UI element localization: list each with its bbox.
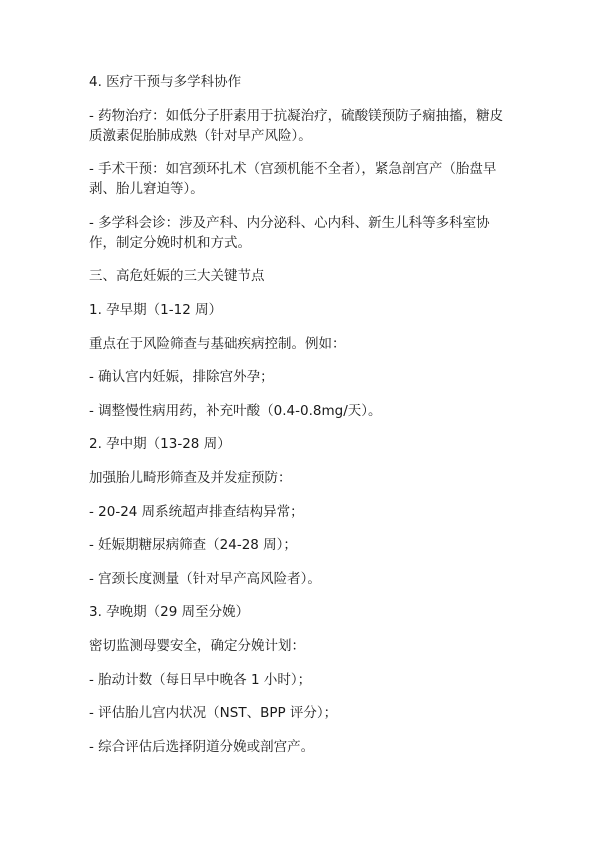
stage-heading-late: 3. 孕晚期（29 周至分娩）: [89, 604, 250, 621]
list-item: - 宫颈长度测量（针对早产高风险者）。: [89, 570, 321, 587]
paragraph-surgical-intervention: - 手术干预：如宫颈环扎术（宫颈机能不全者），紧急剖宫产（胎盘早剥、胎儿窘迫等）。: [89, 161, 497, 198]
list-item: - 确认宫内妊娠，排除宫外孕；: [89, 369, 274, 386]
list-item: - 评估胎儿宫内状况（NST、BPP 评分）；: [89, 705, 338, 722]
list-item: - 调整慢性病用药，补充叶酸（0.4-0.8mg/天）。: [89, 402, 382, 419]
list-item: - 综合评估后选择阴道分娩或剖宫产。: [89, 738, 315, 755]
document-body: [89, 72, 509, 757]
stage-heading-mid: 2. 孕中期（13-28 周）: [89, 436, 231, 453]
stage-intro-early: 重点在于风险筛查与基础疾病控制。例如：: [89, 335, 346, 352]
section-heading-medical-intervention: 4. 医疗干预与多学科协作: [89, 74, 242, 90]
stage-intro-late: 密切监测母婴安全，确定分娩计划：: [89, 637, 305, 654]
list-item: - 妊娠期糖尿病筛查（24-28 周）；: [89, 537, 297, 554]
list-item: - 20-24 周系统超声排查结构异常；: [89, 503, 304, 520]
stage-intro-mid: 加强胎儿畸形筛查及并发症预防：: [89, 469, 292, 486]
paragraph-mdt-consultation: - 多学科会诊：涉及产科、内分泌科、心内科、新生儿科等多科室协作，制定分娩时机和方式。: [89, 214, 490, 251]
paragraph-drug-treatment: - 药物治疗：如低分子肝素用于抗凝治疗，硫酸镁预防子痫抽搐，糖皮质激素促胎肺成熟（针对早产风险）。: [89, 107, 504, 144]
part-heading-key-stages: 三、高危妊娠的三大关键节点: [89, 268, 265, 285]
stage-heading-early: 1. 孕早期（1-12 周）: [89, 301, 223, 318]
list-item: - 胎动计数（每日早中晚各 1 小时）；: [89, 671, 312, 688]
